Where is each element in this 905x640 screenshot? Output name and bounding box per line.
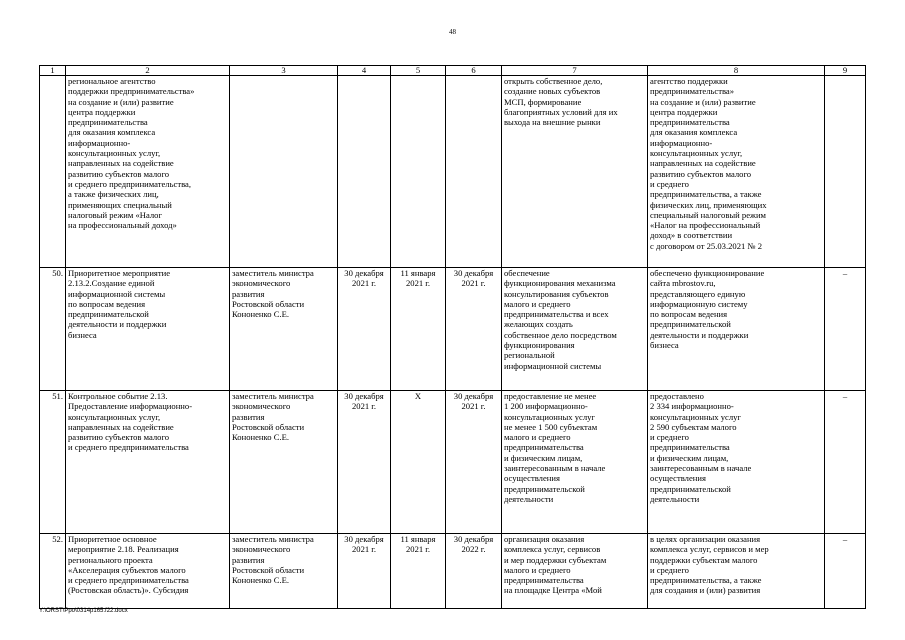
row-number xyxy=(40,391,66,534)
text-line: 30 декабря xyxy=(344,391,384,401)
end-date-cell xyxy=(446,268,502,391)
text-line: 2022 г. xyxy=(461,544,486,555)
note-cell xyxy=(825,534,866,609)
text-line: деятельности и поддержки xyxy=(68,319,167,330)
text-line: и физическим лицам, xyxy=(650,452,729,463)
text-line: «Налог на профессиональный xyxy=(650,220,761,231)
text-line: предпринимательской xyxy=(650,319,731,330)
text-line: и среднего предпринимательства xyxy=(68,442,189,453)
text-line: Приоритетное основное xyxy=(68,534,157,544)
text-line: и среднего xyxy=(650,432,689,443)
text-line: сайта mbrostov.ru, xyxy=(650,278,716,289)
row-number xyxy=(40,76,66,268)
text-line: 1 200 информационно- xyxy=(504,401,588,412)
text-line: обеспечено функционирование xyxy=(650,268,765,278)
report-table xyxy=(39,65,866,609)
text-line: 2021 г. xyxy=(461,278,486,289)
text-line: развитию субъектов малого xyxy=(68,432,170,443)
text-line: и среднего предпринимательства, xyxy=(68,178,191,189)
text-line: и среднего xyxy=(650,178,689,189)
column-number-7: 7 xyxy=(502,66,648,76)
row-number xyxy=(40,268,66,391)
text-line: агентство поддержки xyxy=(650,76,728,86)
text-line: предпринимательства xyxy=(504,575,584,586)
end-date-cell xyxy=(446,391,502,534)
text-line: 11 января xyxy=(400,534,436,544)
text-line: на создание и (или) развитие xyxy=(650,96,756,107)
text-line: направленных на содействие xyxy=(68,421,174,432)
text-line: а также физических лиц, xyxy=(68,189,159,200)
text-line: развития xyxy=(232,411,265,422)
planned-result-cell xyxy=(502,268,648,391)
text-line: Приоритетное мероприятие xyxy=(68,268,171,278)
text-line: предпринимательства xyxy=(504,442,584,453)
text-line: 30 декабря xyxy=(453,268,494,278)
text-line: комплекса услуг, сервисов и мер xyxy=(650,544,769,555)
text-line: заместитель министра xyxy=(232,534,314,544)
text-line: предпринимательства xyxy=(650,442,730,453)
column-number-8: 8 xyxy=(648,66,825,76)
start-date-cell xyxy=(391,534,446,609)
text-line: направленных на содействие xyxy=(650,158,756,169)
text-line: МСП, формирование xyxy=(504,96,582,107)
text-line: 2021 г. xyxy=(351,544,377,555)
actual-result-cell xyxy=(648,534,825,609)
text-line: для создания и (или) развития xyxy=(650,585,761,596)
text-line: развитию субъектов малого xyxy=(68,168,170,179)
text-line: и среднего предпринимательства xyxy=(68,575,189,586)
responsible-cell xyxy=(230,76,338,268)
note-cell xyxy=(825,76,866,268)
text-line: консультационных услуг xyxy=(650,411,741,422)
text-line: предпринимательской xyxy=(650,483,731,494)
note-cell xyxy=(825,268,866,391)
text-line: развития xyxy=(232,288,265,299)
text-line: представляющего единую xyxy=(650,288,746,299)
text-line: Контрольное событие 2.13. xyxy=(68,391,168,401)
planned-result-cell xyxy=(502,76,648,268)
text-line: консультирования субъектов xyxy=(504,288,609,299)
text-line: направленных на содействие xyxy=(68,158,174,169)
text-line: малого и среднего xyxy=(504,432,571,443)
text-line: заместитель министра xyxy=(232,268,314,278)
text-line: регионального проекта xyxy=(68,554,153,565)
text-line: организация оказания xyxy=(504,534,585,544)
plan-date-cell xyxy=(338,534,391,609)
column-number-6: 6 xyxy=(446,66,502,76)
text-line: налоговый режим «Налог xyxy=(68,209,162,220)
text-line: комплекса услуг, сервисов xyxy=(504,544,601,555)
table-row xyxy=(40,76,866,268)
text-line: консультационных услуг, xyxy=(68,148,161,159)
text-line: поддержки предпринимательства» xyxy=(68,86,195,97)
text-line: (Ростовская область)». Субсидия xyxy=(68,585,189,596)
text-line: 2021 г. xyxy=(351,401,377,412)
text-line: 2021 г. xyxy=(405,278,431,289)
page-number: 48 xyxy=(449,28,456,36)
text-line: функционирования xyxy=(504,340,575,351)
text-line: собственное дело посредством xyxy=(504,329,617,340)
text-line: специальный налоговый режим xyxy=(650,209,766,220)
start-date-cell xyxy=(391,391,446,534)
text-line: поддержки субъектам малого xyxy=(650,554,758,565)
text-line: заинтересованным в начале xyxy=(650,463,752,474)
text-line: региональное агентство xyxy=(68,76,156,86)
text-line: информационную систему xyxy=(650,298,748,309)
text-line: 30 декабря xyxy=(453,534,494,544)
cell-text: 51. xyxy=(52,391,63,401)
text-line: консультационных услуг xyxy=(504,411,595,422)
text-line: 30 декабря xyxy=(344,534,384,544)
text-line: экономического xyxy=(232,401,291,412)
text-line: малого и среднего xyxy=(504,298,571,309)
event-cell xyxy=(66,76,230,268)
text-line: выхода на внешние рынки xyxy=(504,117,601,128)
text-line: экономического xyxy=(232,544,291,555)
text-line: предпринимательской xyxy=(68,309,149,320)
text-line: предпринимательской xyxy=(504,483,585,494)
responsible-cell xyxy=(230,268,338,391)
text-line: предоставление не менее xyxy=(504,391,597,401)
text-line: предпринимательства xyxy=(650,117,730,128)
text-line: желающих создать xyxy=(504,319,573,330)
text-line: Ростовской области xyxy=(232,564,305,575)
event-cell xyxy=(66,268,230,391)
text-line: 30 декабря xyxy=(344,268,384,278)
text-line: для оказания комплекса xyxy=(650,127,738,138)
text-line: на профессиональный доход» xyxy=(68,220,177,231)
text-line: не менее 1 500 субъектам xyxy=(504,421,598,432)
text-line: информационной системы xyxy=(504,360,602,371)
column-number-1: 1 xyxy=(40,66,66,76)
text-line: и среднего xyxy=(650,564,689,575)
text-line: 2021 г. xyxy=(461,401,486,412)
text-line: информационно- xyxy=(650,137,713,148)
cell-text: 52. xyxy=(52,534,63,544)
text-line: для оказания комплекса xyxy=(68,127,156,138)
text-line: деятельности xyxy=(650,493,700,504)
column-number-3: 3 xyxy=(230,66,338,76)
responsible-cell xyxy=(230,534,338,609)
text-line: применяющих специальный xyxy=(68,199,172,210)
text-line: открыть собственное дело, xyxy=(504,76,603,86)
text-line: бизнеса xyxy=(68,329,97,340)
text-line: развитию субъектов малого xyxy=(650,168,752,179)
text-line: предпринимательства, а также xyxy=(650,189,762,200)
cell-text: – xyxy=(842,391,848,401)
text-line: Х xyxy=(414,391,422,401)
responsible-cell xyxy=(230,391,338,534)
column-number-4: 4 xyxy=(338,66,391,76)
text-line: консультационных услуг, xyxy=(68,411,161,422)
text-line: заинтересованным в начале xyxy=(504,463,606,474)
text-line: Ростовской области xyxy=(232,298,305,309)
text-line: 2021 г. xyxy=(405,544,431,555)
text-line: обеспечение xyxy=(504,268,550,278)
text-line: развития xyxy=(232,554,265,565)
text-line: физических лиц, применяющих xyxy=(650,199,767,210)
text-line: информационной системы xyxy=(68,288,166,299)
text-line: предпринимательства и всех xyxy=(504,309,609,320)
text-line: консультационных услуг, xyxy=(650,148,743,159)
text-line: 30 декабря xyxy=(453,391,494,401)
text-line: Кононенко С.Е. xyxy=(232,432,289,443)
text-line: 2 334 информационно- xyxy=(650,401,734,412)
text-line: осуществления xyxy=(650,473,706,484)
text-line: заместитель министра xyxy=(232,391,314,401)
text-line: и мер поддержки субъектам xyxy=(504,554,607,565)
table-row xyxy=(40,391,866,534)
text-line: Предоставление информационно- xyxy=(68,401,193,412)
start-date-cell xyxy=(391,76,446,268)
end-date-cell xyxy=(446,76,502,268)
text-line: «Акселерация субъектов малого xyxy=(68,564,186,575)
actual-result-cell xyxy=(648,391,825,534)
actual-result-cell xyxy=(648,268,825,391)
note-cell xyxy=(825,391,866,534)
text-line: деятельности xyxy=(504,493,554,504)
file-path-footer: Y:\ORST\Ppo\0314p165.f22.docx xyxy=(39,608,128,614)
end-date-cell xyxy=(446,534,502,609)
text-line: 2.13.2.Создание единой xyxy=(68,278,155,289)
column-number-row xyxy=(40,66,866,76)
text-line: на создание и (или) развитие xyxy=(68,96,174,107)
event-cell xyxy=(66,391,230,534)
text-line: 11 января xyxy=(400,268,436,278)
text-line: предоставлено xyxy=(650,391,704,401)
text-line: центра поддержки xyxy=(68,106,136,117)
text-line: в целях организации оказания xyxy=(650,534,761,544)
text-line: создание новых субъектов xyxy=(504,86,601,97)
text-line: экономического xyxy=(232,278,291,289)
text-line: предпринимательства» xyxy=(650,86,735,97)
table-row xyxy=(40,534,866,609)
text-line: центра поддержки xyxy=(650,106,718,117)
cell-text: – xyxy=(842,534,848,544)
column-number-2: 2 xyxy=(66,66,230,76)
event-cell xyxy=(66,534,230,609)
text-line: 2 590 субъектам малого xyxy=(650,421,737,432)
text-line: на площадке Центра «Мой xyxy=(504,585,602,596)
cell-text: 50. xyxy=(52,268,63,278)
text-line: по вопросам ведения xyxy=(650,309,728,320)
text-line: мероприятие 2.18. Реализация xyxy=(68,544,179,555)
text-line: малого и среднего xyxy=(504,564,571,575)
text-line: благоприятных условий для их xyxy=(504,106,618,117)
text-line: деятельности и поддержки xyxy=(650,329,749,340)
text-line: 2021 г. xyxy=(351,278,377,289)
text-line: по вопросам ведения xyxy=(68,298,146,309)
start-date-cell xyxy=(391,268,446,391)
text-line: и физическим лицам, xyxy=(504,452,583,463)
text-line: доход» в соответствии xyxy=(650,230,733,241)
text-line: региональной xyxy=(504,350,555,361)
column-number-9: 9 xyxy=(825,66,866,76)
text-line: бизнеса xyxy=(650,340,679,351)
plan-date-cell xyxy=(338,391,391,534)
text-line: Кононенко С.Е. xyxy=(232,309,289,320)
planned-result-cell xyxy=(502,534,648,609)
text-line: Кононенко С.Е. xyxy=(232,575,289,586)
text-line: предпринимательства, а также xyxy=(650,575,762,586)
row-number xyxy=(40,534,66,609)
text-line: с договором от 25.03.2021 № 2 xyxy=(650,240,763,251)
text-line: осуществления xyxy=(504,473,560,484)
planned-result-cell xyxy=(502,391,648,534)
table-row xyxy=(40,268,866,391)
cell-text: – xyxy=(842,268,848,278)
text-line: функционирования механизма xyxy=(504,278,616,289)
actual-result-cell xyxy=(648,76,825,268)
text-line: предпринимательства xyxy=(68,117,148,128)
text-line: Ростовской области xyxy=(232,421,305,432)
plan-date-cell xyxy=(338,76,391,268)
column-number-5: 5 xyxy=(391,66,446,76)
plan-date-cell xyxy=(338,268,391,391)
text-line: информационно- xyxy=(68,137,131,148)
